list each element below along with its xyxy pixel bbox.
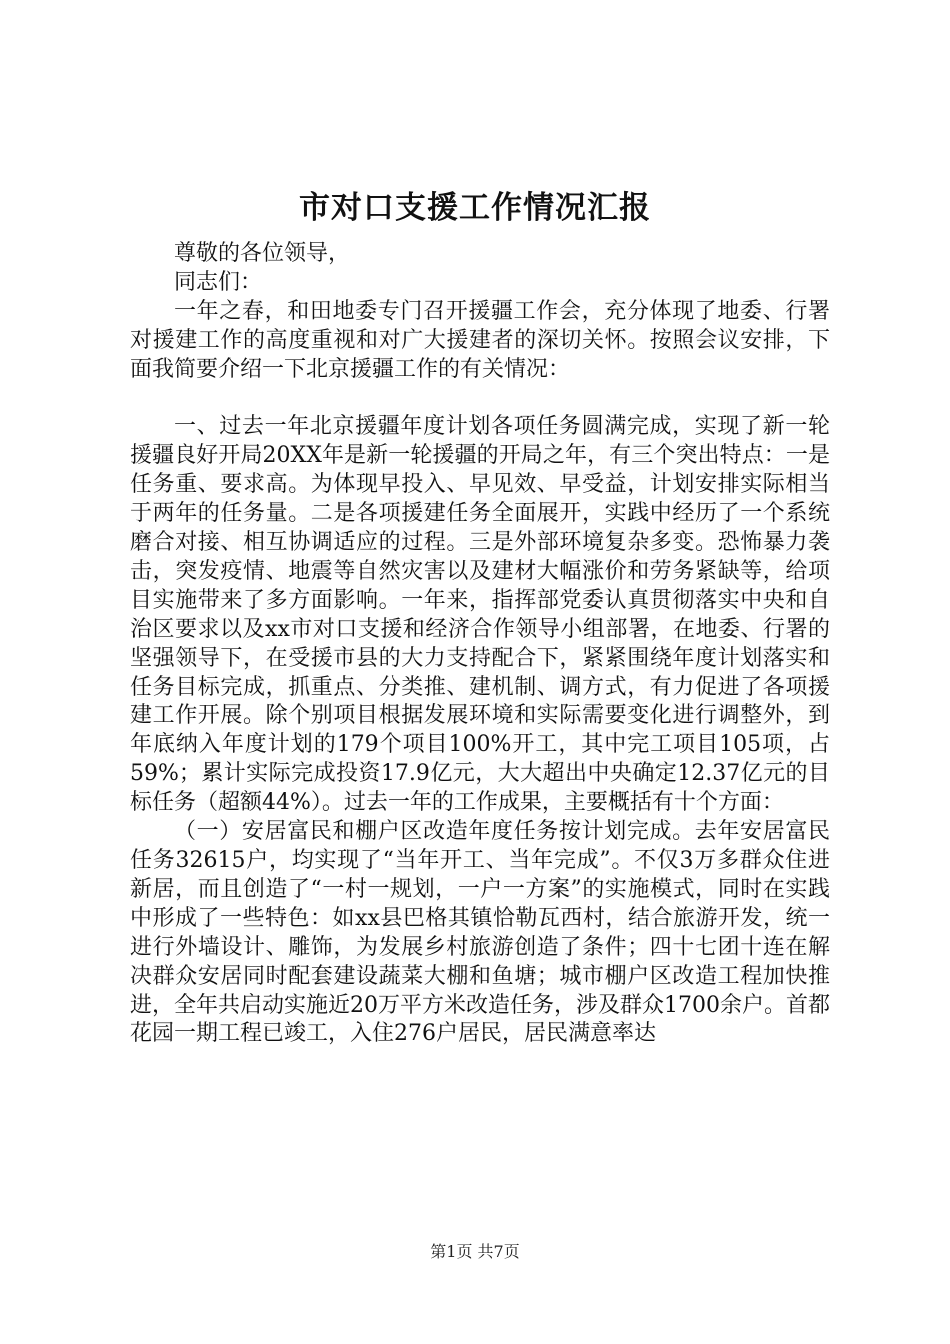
salutation-leaders: 尊敬的各位领导， bbox=[174, 241, 351, 266]
intro-paragraph: 一年之春，和田地委专门召开援疆工作会，充分体现了地委、行署对援建工作的高度重视和对广大援建者的深切关怀。按照会议安排，下面我简要介绍一下北京援疆工作的有关情况： bbox=[130, 298, 830, 382]
salutation-comrades: 同志们： bbox=[174, 269, 263, 295]
page-number-footer: 第1页 共7页 bbox=[430, 1242, 520, 1261]
document-body bbox=[130, 240, 830, 1049]
subsection-one-paragraph: （一）安居富民和棚户区改造年度任务按计划完成。去年安居富民任务32615户，均实现了“当年开工、当年完成”。不仅3万多群众住进新居，而且创造了“一村一规划，一户一方案”的实施模式，同时在实践中形成了一些特色：如xx县巴格其镇恰勒瓦西村，结合旅游开发，统一进行外墙设计、雕饰，为发展乡村旅游创造了条件；四十七团十连在解决群众安居同时配套建设蔬菜大棚和鱼塘；城市棚户区改造工程加快推进，全年共启动实施近20万平方米改造任务，涉及群众1700余户。首都花园一期工程已竣工，入住276户居民，居民满意率达 bbox=[130, 819, 830, 1047]
section-one-paragraph: 一、过去一年北京援疆年度计划各项任务圆满完成，实现了新一轮援疆良好开局20XX年是新一轮援疆的开局之年，有三个突出特点：一是任务重、要求高。为体现早投入、早见效、早受益，计划安排实际相当于两年的任务量。二是各项援建任务全面展开，实践中经历了一个系统磨合对接、相互协调适应的过程。三是外部环境复杂多变。恐怖暴力袭击，突发疫情、地震等自然灾害以及建材大幅涨价和劳务紧缺等，给项目实施带来了多方面影响。一年来，指挥部党委认真贯彻落实中央和自治区要求以及xx市对口支援和经济合作领导小组部署，在地委、行署的坚强领导下，在受援市县的大力支持配合下，紧紧围绕年度计划落实和任务目标完成，抓重点、分类推、建机制、调方式，有力促进了各项援建工作开展。除个别项目根据发展环境和实际需要变化进行调整外，到年底纳入年度计划的179个项目100%开工，其中完工项目105项，占59%；累计实际完成投资17.9亿元，大大超出中央确定12.37亿元的目标任务（超额44%）。过去一年的工作成果，主要概括有十个方面： bbox=[130, 414, 830, 816]
document-title: 市对口支援工作情况汇报 bbox=[299, 190, 651, 226]
